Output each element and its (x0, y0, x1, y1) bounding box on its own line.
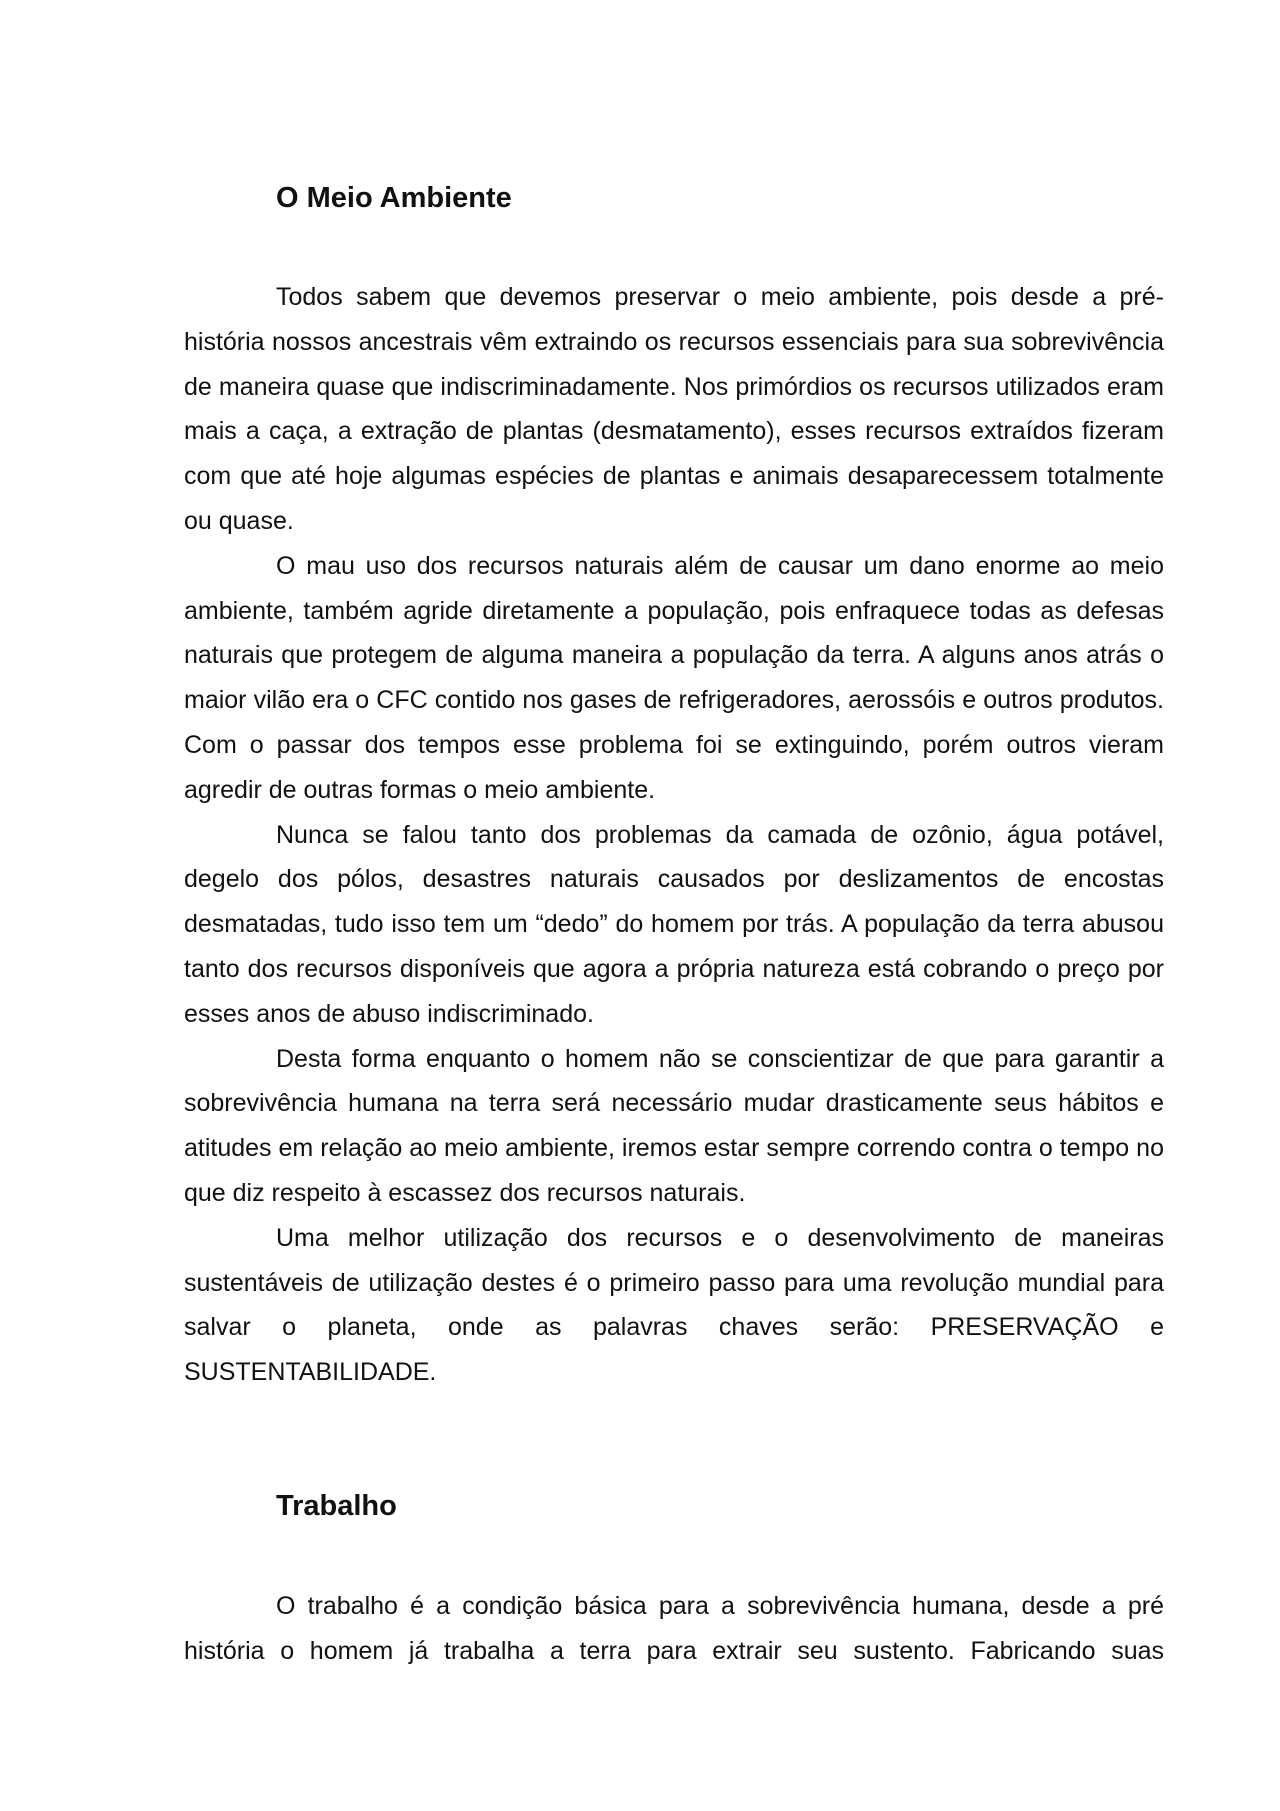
section-body-meio-ambiente (184, 275, 1164, 1395)
section-body-trabalho (184, 1584, 1164, 1674)
paragraph: O mau uso dos recursos naturais além de causar um dano enorme ao meio ambiente, também agride diretamente a população, pois enfraquece todas as defesas naturais que protegem de alguma maneira a população da terra. A alguns anos atrás o maior vilão era o CFC contido nos gases de refrigeradores, aerossóis e outros produtos. Com o passar dos tempos esse problema foi se extinguindo, porém outros vieram agredir de outras formas o meio ambiente. (184, 551, 1164, 804)
paragraph: Uma melhor utilização dos recursos e o desenvolvimento de maneiras sustentáveis de utilização destes é o primeiro passo para uma revolução mundial para salvar o planeta, onde as palavras chaves serão: PRESERVAÇÃO e SUSTENTABILIDADE. (184, 1223, 1164, 1387)
section-heading-meio-ambiente: O Meio Ambiente (276, 182, 512, 214)
paragraph: O trabalho é a condição básica para a sobrevivência humana, desde a pré história o homem já trabalha a terra para extrair seu sustento. Fabricando suas (184, 1592, 1164, 1665)
paragraph: Nunca se falou tanto dos problemas da camada de ozônio, água potável, degelo dos pólos, desastres naturais causados por deslizamentos de encostas desmatadas, tudo isso tem um “dedo” do homem por trás. A população da terra abusou tanto dos recursos disponíveis que agora a própria natureza está cobrando o preço por esses anos de abuso indiscriminado. (184, 820, 1164, 1028)
paragraph: Todos sabem que devemos preservar o meio ambiente, pois desde a pré-história nossos ancestrais vêm extraindo os recursos essenciais para sua sobrevivência de maneira quase que indiscriminadamente. Nos primórdios os recursos utilizados eram mais a caça, a extração de plantas (desmatamento), esses recursos extraídos fizeram com que até hoje algumas espécies de plantas e animais desaparecessem totalmente ou quase. (184, 283, 1164, 535)
paragraph: Desta forma enquanto o homem não se conscientizar de que para garantir a sobrevivência humana na terra será necessário mudar drasticamente seus hábitos e atitudes em relação ao meio ambiente, iremos estar sempre correndo contra o tempo no que diz respeito à escassez dos recursos naturais. (184, 1044, 1164, 1207)
section-heading-trabalho: Trabalho (276, 1490, 397, 1522)
